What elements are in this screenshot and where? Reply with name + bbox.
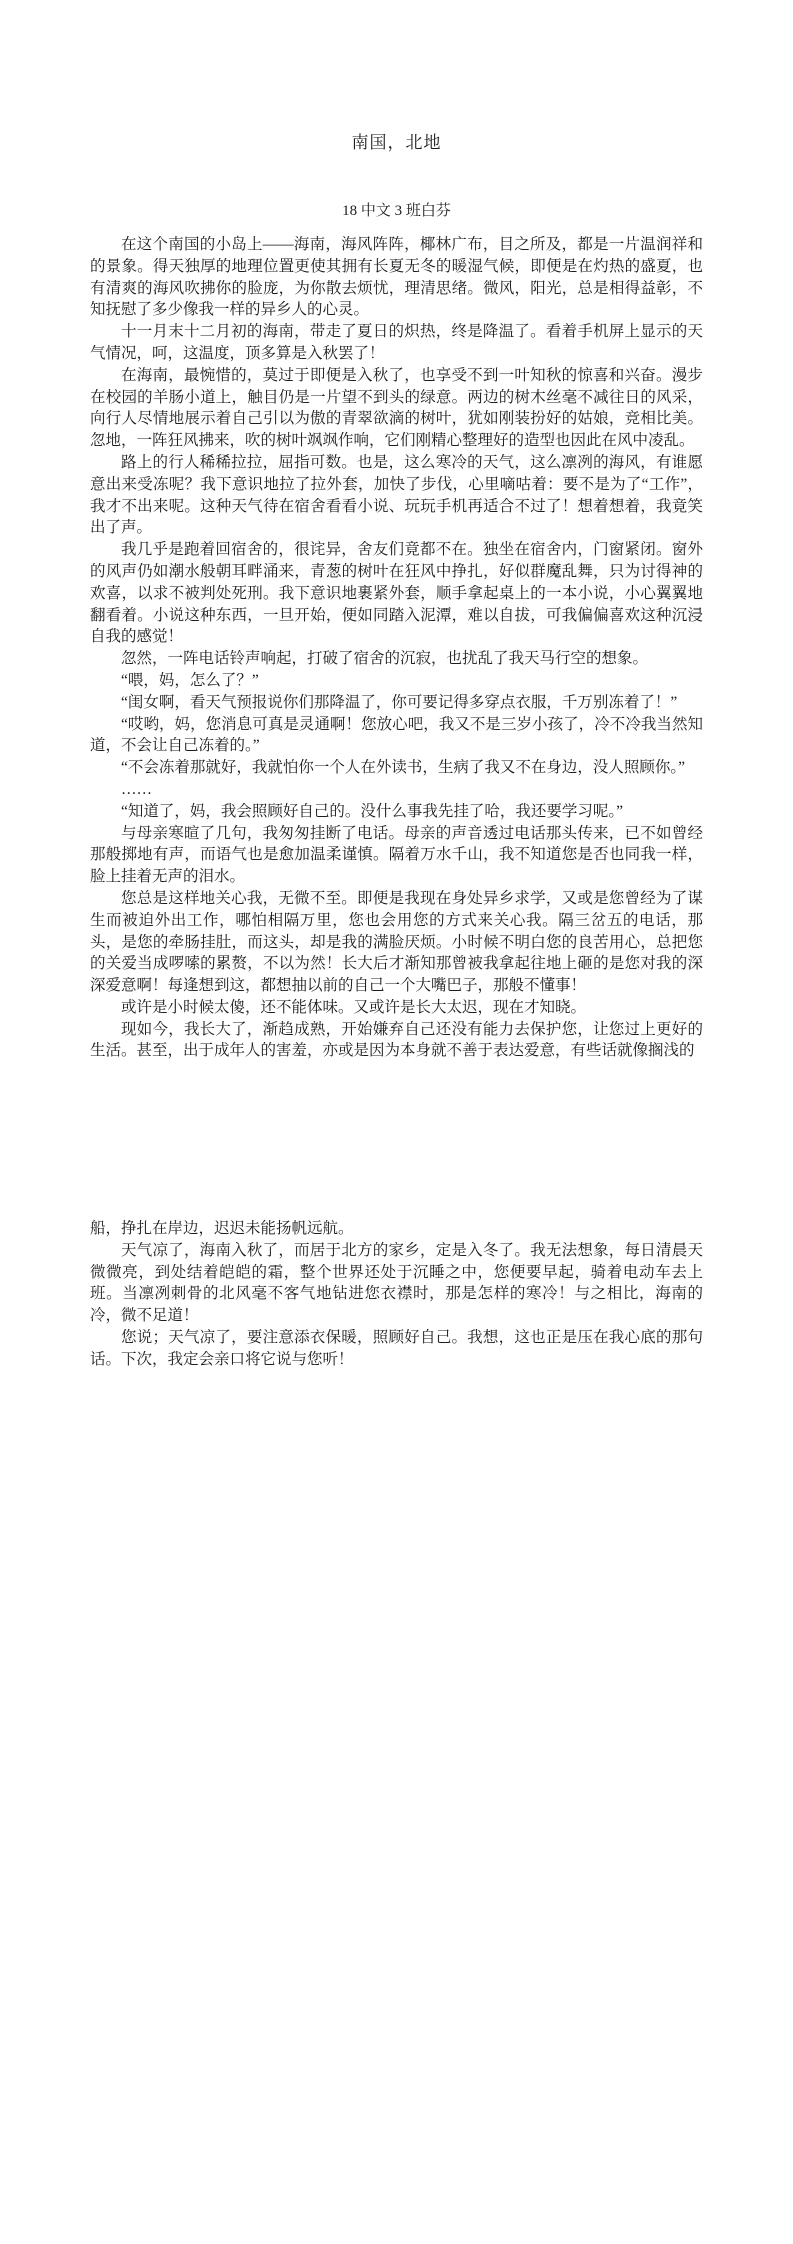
paragraph: 或许是小时候太傻，还不能体味。又或许是长大太迟，现在才知晓。: [121, 998, 587, 1016]
paragraph: 忽然，一阵电话铃声响起，打破了宿舍的沉寂，也扰乱了我天马行空的想象。: [121, 650, 649, 668]
paragraph: “不会冻着那就好，我就怕你一个人在外读书，生病了我又不在身边，没人照顾你。”: [121, 759, 686, 777]
paragraph: ……: [121, 780, 152, 798]
paragraph: 您说；天气凉了，要注意添衣保暖，照顾好自己。我想，这也正是压在我心底的那句话。下次，我定会亲口将它说与您听！: [90, 1328, 703, 1368]
paragraph: 与母亲寒暄了几句，我匆匆挂断了电话。母亲的声音透过电话那头传来，已不如曾经那般掷地有声，而语气也是愈加温柔谨慎。隔着万水千山，我不知道您是否也同我一样，脸上挂着无声的泪水。: [90, 824, 703, 886]
paragraph: 路上的行人稀稀拉拉，屈指可数。也是，这么寒冷的天气，这么凛冽的海风，有谁愿意出来受冻呢？我下意识地拉了拉外套，加快了步伐，心里嘀咕着：要不是为了“工作”，我才不出来呢。这种天气待在宿舍看看小说、玩玩手机再适合不过了！想着想着，我竟笑出了声。: [90, 453, 703, 537]
paragraph: 船，挣扎在岸边，迟迟未能扬帆远航。: [90, 1220, 354, 1237]
paragraph: 在这个南国的小岛上——海南，海风阵阵，椰林广布，目之所及，都是一片温润祥和的景象。得天独厚的地理位置更使其拥有长夏无冬的暖湿气候，即便是在灼热的盛夏，也有清爽的海风吹拂你的脸庞，为你散去烦忧，理清思绪。微风，阳光，总是相得益彰，不知抚慰了多少像我一样的异乡人的心灵。: [90, 236, 703, 319]
paragraph: 十一月末十二月初的海南，带走了夏日的炽热，终是降温了。看着手机屏上显示的天气情况，呵，这温度，顶多算是入秋罢了！: [90, 323, 703, 362]
paragraph: 我几乎是跑着回宿舍的，很诧异，舍友们竟都不在。独坐在宿舍内，门窗紧闭。窗外的风声仍如潮水般朝耳畔涌来，青葱的树叶在狂风中挣扎，好似群魔乱舞，只为讨得神的欢喜，以求不被判处死刑。我下意识地裹紧外套，顺手拿起桌上的一本小说，小心翼翼地翻看着。小说这种东西，一旦开始，便如同踏入泥潭，难以自拔，可我偏偏喜欢这种沉浸自我的感觉！: [90, 541, 703, 646]
paragraph: 在海南，最惋惜的，莫过于即便是入秋了，也享受不到一叶知秋的惊喜和兴奋。漫步在校园的羊肠小道上，触目仍是一片望不到头的绿意。两边的树木丝毫不减往日的风采，向行人尽情地展示着自己引以为傲的青翠欲滴的树叶，犹如刚装扮好的姑娘，竞相比美。忽地，一阵狂风拂来，吹的树叶飒飒作响，它们刚精心整理好的造型也因此在风中凌乱。: [90, 366, 703, 450]
paragraph: “喂，妈，怎么了？”: [121, 671, 259, 689]
document-title: 南国，北地: [351, 133, 442, 152]
page1-body: [90, 234, 703, 1062]
paragraph: “闺女啊，看天气预报说你们那降温了，你可要记得多穿点衣服，千万别冻着了！”: [121, 693, 678, 711]
paragraph: 您总是这样地关心我，无微不至。即便是我现在身处异乡求学，又或是您曾经为了谋生而被迫外出工作，哪怕相隔万里，您也会用您的方式来关心我。隔三岔五的电话，那头，是您的牵肠挂肚，而这头，却是我的满脸厌烦。小时候不明白您的良苦用心，总把您的关爱当成啰嗦的累赘，不以为然！长大后才渐知那曾被我拿起往地上砸的是您对我的深深爱意啊！每逢想到这，都想抽以前的自己一个大嘴巴子，那般不懂事！: [90, 889, 703, 995]
paragraph: “哎哟，妈，您消息可真是灵通啊！您放心吧，我又不是三岁小孩了，冷不冷我当然知道，不会让自己冻着的。”: [90, 715, 703, 755]
page2-body: [90, 1218, 703, 1371]
paragraph: 天气凉了，海南入秋了，而居于北方的家乡，定是入冬了。我无法想象，每日清晨天微微亮，到处结着皑皑的霜，整个世界还处于沉睡之中，您便要早起，骑着电动车去上班。当凛冽刺骨的北风毫不客气地钻进您衣襟时，那是怎样的寒冷！与之相比，海南的冷，微不足道！: [90, 1241, 703, 1325]
paragraph: 现如今，我长大了，渐趋成熟，开始嫌弃自己还没有能力去保护您，让您过上更好的生活。甚至，出于成年人的害羞，亦或是因为本身就不善于表达爱意，有些话就像搁浅的: [90, 1020, 703, 1060]
document-byline: 18 中文 3 班白芬: [342, 203, 451, 219]
paragraph: “知道了，妈，我会照顾好自己的。没什么事我先挂了哈，我还要学习呢。”: [121, 802, 624, 820]
